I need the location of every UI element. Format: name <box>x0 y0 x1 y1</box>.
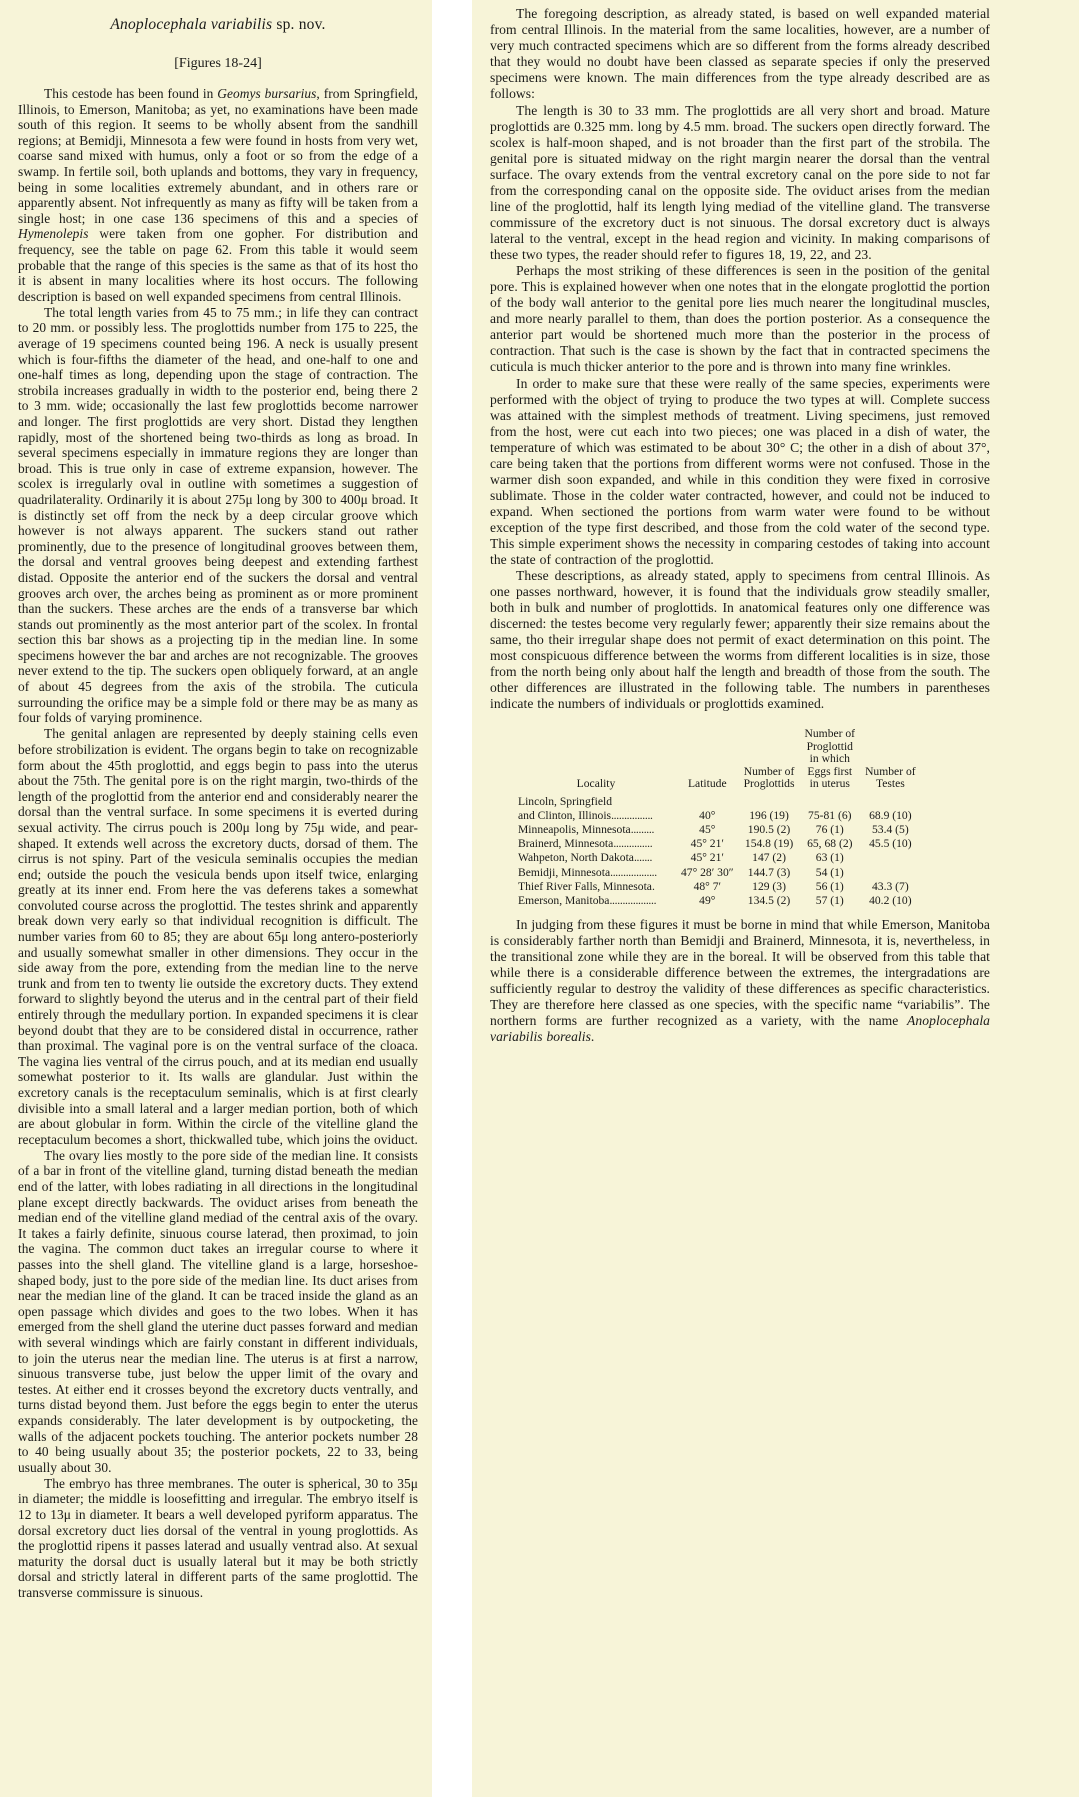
scientific-name: Hymenolepis <box>18 226 89 242</box>
paragraph-embryo: The embryo has three membranes. The outer is spherical, 30 to 35μ in diameter; the middle is loosefitting and irregular. The embryo itself is 12 to 13μ in diameter. It bears a well developed pyriform apparatus. The dorsal excretory duct lies dorsal of the ventral in young proglottids. As the proglottid ripens it passes laterad and usually ventrad also. At sexual maturity the dorsal duct is usually lateral but it may be both strictly dorsal and strictly lateral in different parts of the same proglottid. The transverse commissure is sinuous. <box>18 1475 418 1600</box>
cell-latitude: 47° 28′ 30″ <box>681 865 734 879</box>
paragraph-contracted-specimens: The foregoing description, as already stated, is based on well expanded material from central Illinois. In the material from the same localities, however, are a number of very much contracted specimens which are so different from the forms already described that they would no doubt have been classed as separate species if only the preserved specimens were known. The main differences from the type already described are as follows: <box>490 6 990 101</box>
cell-proglottids: 144.7 (3) <box>747 865 791 879</box>
cell-testes: 40.2 (10) <box>869 893 912 907</box>
cell-locality: Bemidji, Minnesota.................. <box>518 865 657 879</box>
cell-testes: 68.9 (10) <box>869 808 912 822</box>
paragraph-ovary: The ovary lies mostly to the pore side of the median line. It consists of a bar in front of the vitelline gland, turning distad beneath the median end of the latter, with lobes radiating in all directions in the longitudinal plane except directly backwards. The oviduct arises from beneath the median end of the vitelline gland mediad of the central axis of the ovary. It takes a fairly definite, sinuous course laterad, then proximad, to join the vagina. The common duct takes an irregular course to where it passes into the shell gland. The vitelline gland is a large, horseshoe-shaped body, just to the pore side of the median line. Its duct arises from near the median line of the gland. It can be traced inside the gland as an open passage which divides and goes to the two lobes. When it has emerged from the shell gland the uterine duct passes forward and median with several windings which are fairly constant in different individuals, to join the uterus near the median line. The uterus is at first a narrow, sinuous transverse tube, just below the upper limit of the ovary and testes. At either end it crosses beyond the excretory ducts ventrally, and turns distad beyond them. Just before the eggs begin to enter the uterus expands considerably. The later development is by outpocketing, the walls of the adjacent pockets touching. The anterior pockets number 28 to 40 being usually about 35; the posterior pockets, 22 to 33, being usually about 30. <box>18 1147 418 1475</box>
paragraph-main-differences: The length is 30 to 33 mm. The proglottids are all very short and broad. Mature proglottids are 0.325 mm. long by 4.5 mm. broad. The suckers open directly forward. The scolex is half-moon shaped, and is not broader than the first part of the strobila. The genital pore is situated midway on the right margin nearer the dorsal than the ventral surface. The ovary extends from the ventral excretory canal on the pore side to not far from the corresponding canal on the opposite side. The oviduct arises from the median line of the proglottid, half its length lying mediad of the vitelline gland. The transverse commissure of the excretory duct is not sinuous. The dorsal excretory duct is always lateral to the ventral, except in the head region and vicinity. In making comparisons of these two types, the reader should refer to figures 18, 19, 22, and 23. <box>490 102 990 262</box>
cell-eggs-first: 54 (1) <box>815 865 844 879</box>
cell-eggs-first: 63 (1) <box>815 851 844 865</box>
cell-latitude: 40° <box>699 808 716 822</box>
table-row <box>516 893 921 907</box>
cell-proglottids: 134.5 (2) <box>747 893 791 907</box>
cell-proglottids: 196 (19) <box>749 808 789 822</box>
column-gutter <box>432 0 472 1797</box>
cell-locality: Thief River Falls, Minnesota. <box>518 879 655 893</box>
measurement-table-wrapper <box>490 728 990 907</box>
cell-latitude: 49° <box>699 893 716 907</box>
conclusion-text-part1: In judging from these figures it must be borne in mind that while Emerson, Manitoba is considerably farther north than Bemidji and Brainerd, Minnesota, it is, nevertheless, in the transitional zone while they are in the boreal. It will be observed from this table that while there is a considerable difference between the extremes, the intergradations are sufficiently regular to destroy the validity of these differences as specific characteristics. They are therefore here classed as one species, with the specific name “variabilis”. The northern forms are further recognized as a variety, with the name <box>490 917 990 1029</box>
column-header-proglottids: Number of Proglottids <box>743 764 795 791</box>
cell-testes: 45.5 (10) <box>869 837 912 851</box>
paragraph-experiments: In order to make sure that these were really of the same species, experiments were performed with the object of trying to produce the two types at will. Complete success was attained with the simplest methods of treatment. Living specimens, just removed from the host, were cut each into two pieces; one was placed in a dish of water, the temperature of which was estimated to be about 30° C; the other in a dish of about 37°, care being taken that the portions from different worms were not confused. Those in the warmer dish soon expanded, and while in this condition they were fixed in corrosive sublimate. Those in the colder water contracted, however, and could not be induced to expand. When sectioned the portions from warm water were found to be without exception of the type first described, and those from the cold water of the second type. This simple experiment shows the necessity in comparing cestodes of taking into account the state of contraction of the proglottid. <box>490 375 990 567</box>
paragraph-geographic-variation: These descriptions, as already stated, apply to specimens from central Illinois. As one passes northward, however, it is found that the individuals grow steadily smaller, both in bulk and number of proglottids. In anatomical features only one difference was discerned: the testes become very regularly fewer; apparently their size remains about the same, tho their irregular shape does not permit of exact determination on this point. The most conspicuous difference between the worms from different localities is in size, those from the north being only about half the length and breadth of those from the south. The other differences are illustrated in the following table. The numbers in parentheses indicate the numbers of individuals or proglottids examined. <box>490 568 990 711</box>
table-row <box>516 822 921 836</box>
scientific-name: Geomys bursarius <box>217 86 317 101</box>
species-name-italic: Anoplocephala variabilis <box>110 16 273 33</box>
paragraph-conclusion <box>490 917 990 1045</box>
cell-latitude: 45° 21′ <box>690 837 724 851</box>
cell-latitude: 45° <box>699 822 716 836</box>
table-row <box>516 879 921 893</box>
conclusion-text-part2: . <box>590 1029 595 1045</box>
table-row <box>516 837 921 851</box>
paragraph-genital-pore-position: Perhaps the most striking of these differences is seen in the position of the genital pore. This is explained however when one notes that in the elongate proglottid the portion of the body wall anterior to the genital pore lies much nearer the longitudinal muscles, and more nearly parallel to them, than does the portion posterior. As a consequence the anterior part would be shortened much more than the posterior in the process of contraction. That such is the case is shown by the fact that in contracted specimens the cuticula is much thicker anterior to the pore and is thrown into many fine wrinkles. <box>490 263 990 374</box>
cell-latitude: 45° 21′ <box>690 851 724 865</box>
table-row <box>516 865 921 879</box>
cell-eggs-first: 75-81 (6) <box>808 808 852 822</box>
table-row <box>516 808 921 822</box>
paragraph-description-host: This cestode has been found in Geomys bursarius, from Springfield, Illinois, to Emerson, Manitoba; as yet, no examinations have been made south of this region. It seems to be wholly absent from the sandhill regions; at Bemidji, Minnesota a few were found in hosts from very wet, coarse sand mixed with humus, only a foot or so from the edge of a swamp. In fertile soil, both uplands and bottoms, they vary in frequency, being in some localities extremely abundant, and in others rare or apparently absent. Not infrequently as many as fifty will be taken from a single host; in one case 136 specimens of this and a species of Hymenolepis were taken from one gopher. For distribution and frequency, see the table on page 62. From this table it would seem probable that the range of this species is the same as that of its host tho it is absent in many localities where its host occurs. The following description is based on well expanded specimens from central Illinois. <box>18 86 419 304</box>
column-header-locality: Locality <box>576 777 616 791</box>
cell-proglottids: 190.5 (2) <box>747 822 791 836</box>
cell-testes <box>860 865 921 879</box>
species-heading <box>18 16 418 34</box>
paragraph-genital-anlagen: The genital anlagen are represented by deeply staining cells even before strobilization is evident. The organs begin to take on recognizable form about the 45th proglottid, and eggs begin to pass into the uterus about the 75th. The genital pore is on the right margin, two-thirds of the length of the proglottid from the anterior end and considerably nearer the dorsal than the ventral surface. In some specimens it is everted during sexual activity. The cirrus pouch is 200μ long by 75μ wide, and pear-shaped. It extends well across the excretory ducts, dorsad of them. The cirrus is not spiny. Part of the vesicula seminalis occupies the median end; outside the pouch the vesicula bends upon itself twice, enlarging greatly at its inner end. From here the vas deferens takes a somewhat convoluted course across the proglottid. The testes shrink and apparently break down very early so that individual recognition is difficult. The number varies from 60 to 85; they are about 65μ long antero-posteriorly and usually somewhat smaller in other dimensions. They occur in the side away from the pore, extending from the median line to the nerve trunk and from ten to twenty lie outside the excretory ducts. They extend forward to slightly beyond the uterus and in the central part of their field entirely through the medullary portion. In expanded specimens it is clear beyond doubt that they are to be considered distal in occurrence, rather than proximal. The vaginal pore is on the ventral surface of the cloaca. The vagina lies ventral of the cirrus pouch, and at its median end usually somewhat posterior to it. Its walls are glandular. Just within the excretory canals is the receptaculum seminalis, which is at first clearly divisible into a small lateral and a larger median portion, both of which are about globular in form. Within the circle of the vitelline gland the receptaculum becomes a short, thickwalled tube, which joins the oviduct. <box>18 726 418 1147</box>
column-header-testes: Number of Testes <box>865 764 916 791</box>
table-group-label: Lincoln, Springfield <box>518 794 613 808</box>
paragraph-morphology-strobila: The total length varies from 45 to 75 mm.; in life they can contract to 20 mm. or possibly less. The proglottids number from 175 to 225, the average of 19 specimens counted being 196. A neck is usually present which is four-fifths the diameter of the head, and one-half to one and one-half times as long, depending upon the stage of contraction. The strobila increases gradually in width to the posterior end, being there 2 to 3 mm. wide; occasionally the last few proglottids become narrower and longer. The first proglottids are very short. Distad they lengthen rapidly, most of the shortened being two-thirds as long as broad. In several specimens especially in immature regions they are longer than broad. This is true only in case of extreme expansion, however. The scolex is irregularly oval in outline with sometimes a suggestion of quadrilaterality. Ordinarily it is about 275μ long by 300 to 400μ broad. It is distinctly set off from the neck by a deep circular groove which however is not always apparent. The suckers stand out rather prominently, due to the presence of longitudinal grooves between them, the dorsal and ventral grooves being deepest and extending farthest distad. Opposite the anterior end of the suckers the dorsal and ventral grooves arch over, the arches being as prominent as or more prominent than the suckers. These arches are the ends of a transverse bar which stands out prominently as the most anterior part of the scolex. In frontal section this bar shows as a projecting tip in the median line. In some specimens however the bar and arches are not recognizable. The grooves never extend to the tip. The suckers open obliquely forward, at an angle of about 45 degrees from the axis of the strobila. The cuticula surrounding the orifice may be a simple fold or there may be as many as four folds of varying prominence. <box>18 304 418 726</box>
cell-locality: Wahpeton, North Dakota....... <box>518 851 653 865</box>
right-column <box>472 0 1079 1797</box>
cell-eggs-first: 57 (1) <box>815 893 844 907</box>
column-header-eggs-first: Number of Proglottid in which Eggs first in uterus <box>804 727 856 791</box>
cell-testes: 53.4 (5) <box>871 822 909 836</box>
cell-locality: Minneapolis, Minnesota......... <box>518 822 655 836</box>
cell-latitude: 48° 7′ <box>693 879 722 893</box>
cell-testes: 43.3 (7) <box>871 879 909 893</box>
measurement-table <box>516 728 921 907</box>
table-header-row <box>516 728 921 794</box>
cell-locality: Emerson, Manitoba.................. <box>518 893 657 907</box>
left-column <box>0 0 432 1797</box>
cell-proglottids: 147 (2) <box>752 851 786 865</box>
variety-name: Anoplocephala variabilis borealis <box>490 1013 990 1045</box>
column-header-latitude: Latitude <box>687 777 727 791</box>
cell-eggs-first: 65, 68 (2) <box>807 837 853 851</box>
cell-locality: Brainerd, Minnesota............... <box>518 837 653 851</box>
figure-reference: [Figures 18-24] <box>174 56 262 71</box>
table-row <box>516 851 921 865</box>
cell-eggs-first: 76 (1) <box>815 822 844 836</box>
species-name-suffix: sp. nov. <box>272 16 326 33</box>
cell-testes <box>860 851 921 865</box>
table-group-label-row <box>516 794 921 808</box>
cell-locality: and Clinton, Illinois................ <box>518 808 653 822</box>
cell-eggs-first: 56 (1) <box>815 879 844 893</box>
cell-proglottids: 129 (3) <box>752 879 786 893</box>
cell-proglottids: 154.8 (19) <box>744 837 794 851</box>
